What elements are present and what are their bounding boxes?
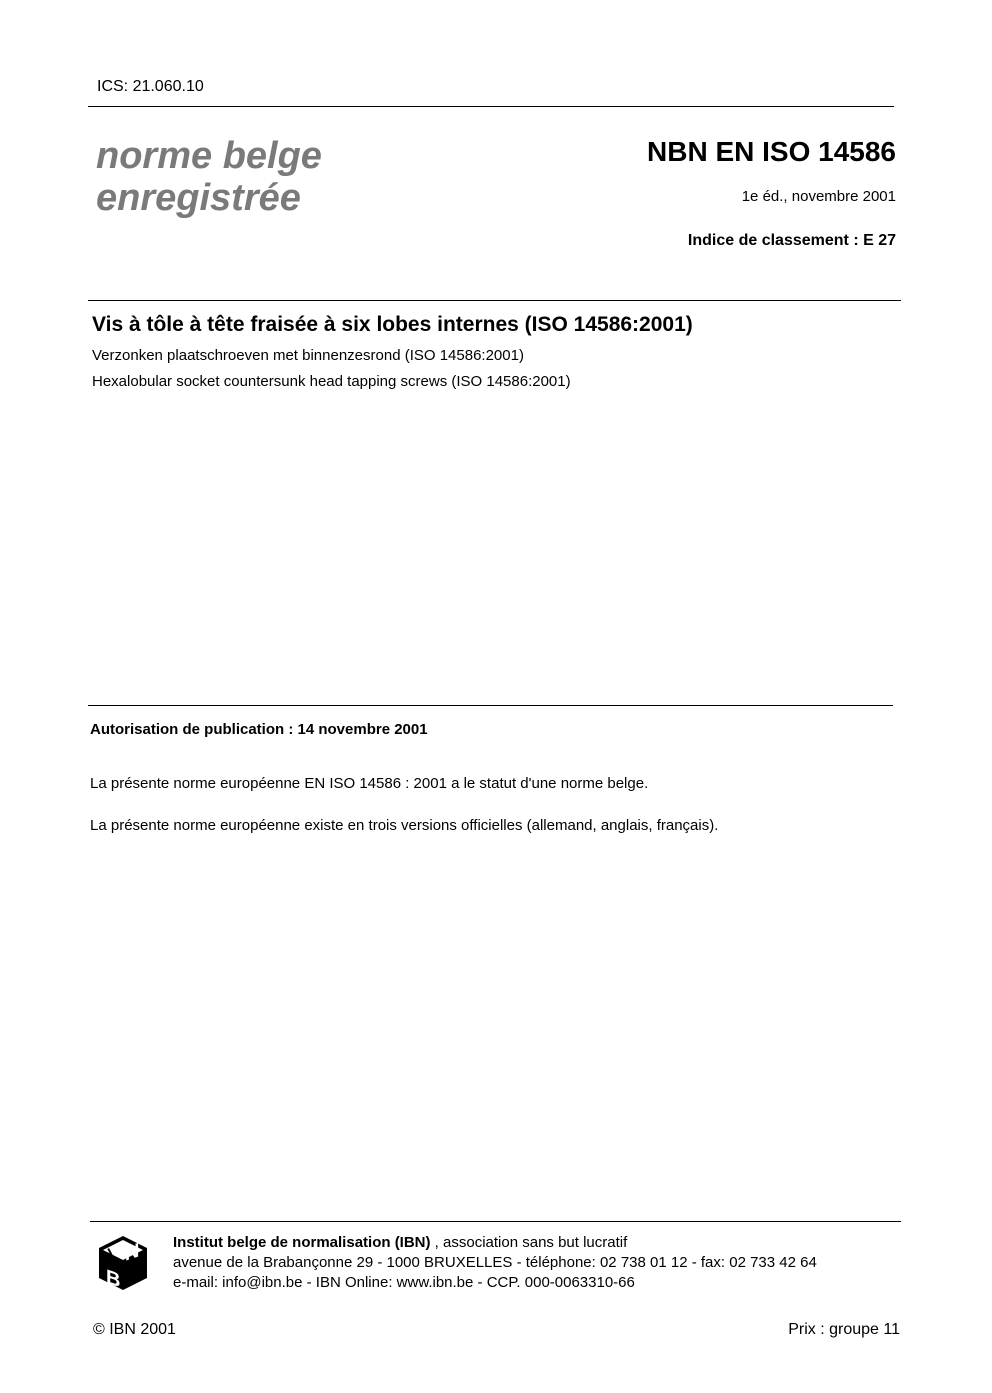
title-top-rule <box>88 300 901 301</box>
price-group: Prix : groupe 11 <box>788 1321 900 1338</box>
institute-suffix: , association sans but lucratif <box>430 1234 628 1251</box>
norm-type-line2: enregistrée <box>96 177 301 219</box>
standard-number: NBN EN ISO 14586 <box>647 136 896 167</box>
institute-line <box>173 1233 817 1253</box>
status-paragraph: La présente norme européenne EN ISO 14586 : 2001 a le statut d'une norme belge. <box>90 775 649 792</box>
body-top-rule <box>88 705 893 706</box>
header-top-rule <box>88 106 894 107</box>
edition: 1e éd., novembre 2001 <box>741 188 896 205</box>
svg-text:I: I <box>104 1244 116 1261</box>
svg-text:B: B <box>106 1265 121 1292</box>
institute-name: Institut belge de normalisation (IBN) <box>173 1234 431 1251</box>
classification-index: Indice de classement : E 27 <box>687 232 896 249</box>
address-line: avenue de la Brabançonne 29 - 1000 BRUXELLES - téléphone: 02 738 01 12 - fax: 02 733 42 64 <box>173 1254 817 1271</box>
title-english: Hexalobular socket countersunk head tapping screws (ISO 14586:2001) <box>92 373 571 390</box>
copyright: © IBN 2001 <box>93 1321 176 1338</box>
footer-contact-block <box>173 1233 817 1293</box>
norm-type-label <box>96 135 322 219</box>
ibn-logo-icon <box>97 1234 149 1292</box>
versions-paragraph: La présente norme européenne existe en trois versions officielles (allemand, anglais, français). <box>90 817 719 834</box>
publication-authorization: Autorisation de publication : 14 novembre 2001 <box>90 721 428 738</box>
footer-top-rule <box>90 1221 901 1222</box>
ics-code: ICS: 21.060.10 <box>97 78 204 95</box>
title-dutch: Verzonken plaatschroeven met binnenzesrond (ISO 14586:2001) <box>92 347 524 364</box>
norm-type-line1: norme belge <box>96 135 322 177</box>
svg-text:N: N <box>125 1238 140 1266</box>
title-french: Vis à tôle à tête fraisée à six lobes internes (ISO 14586:2001) <box>92 313 693 336</box>
contact-line: e-mail: info@ibn.be - IBN Online: www.ibn.be - CCP. 000-0063310-66 <box>173 1274 635 1291</box>
